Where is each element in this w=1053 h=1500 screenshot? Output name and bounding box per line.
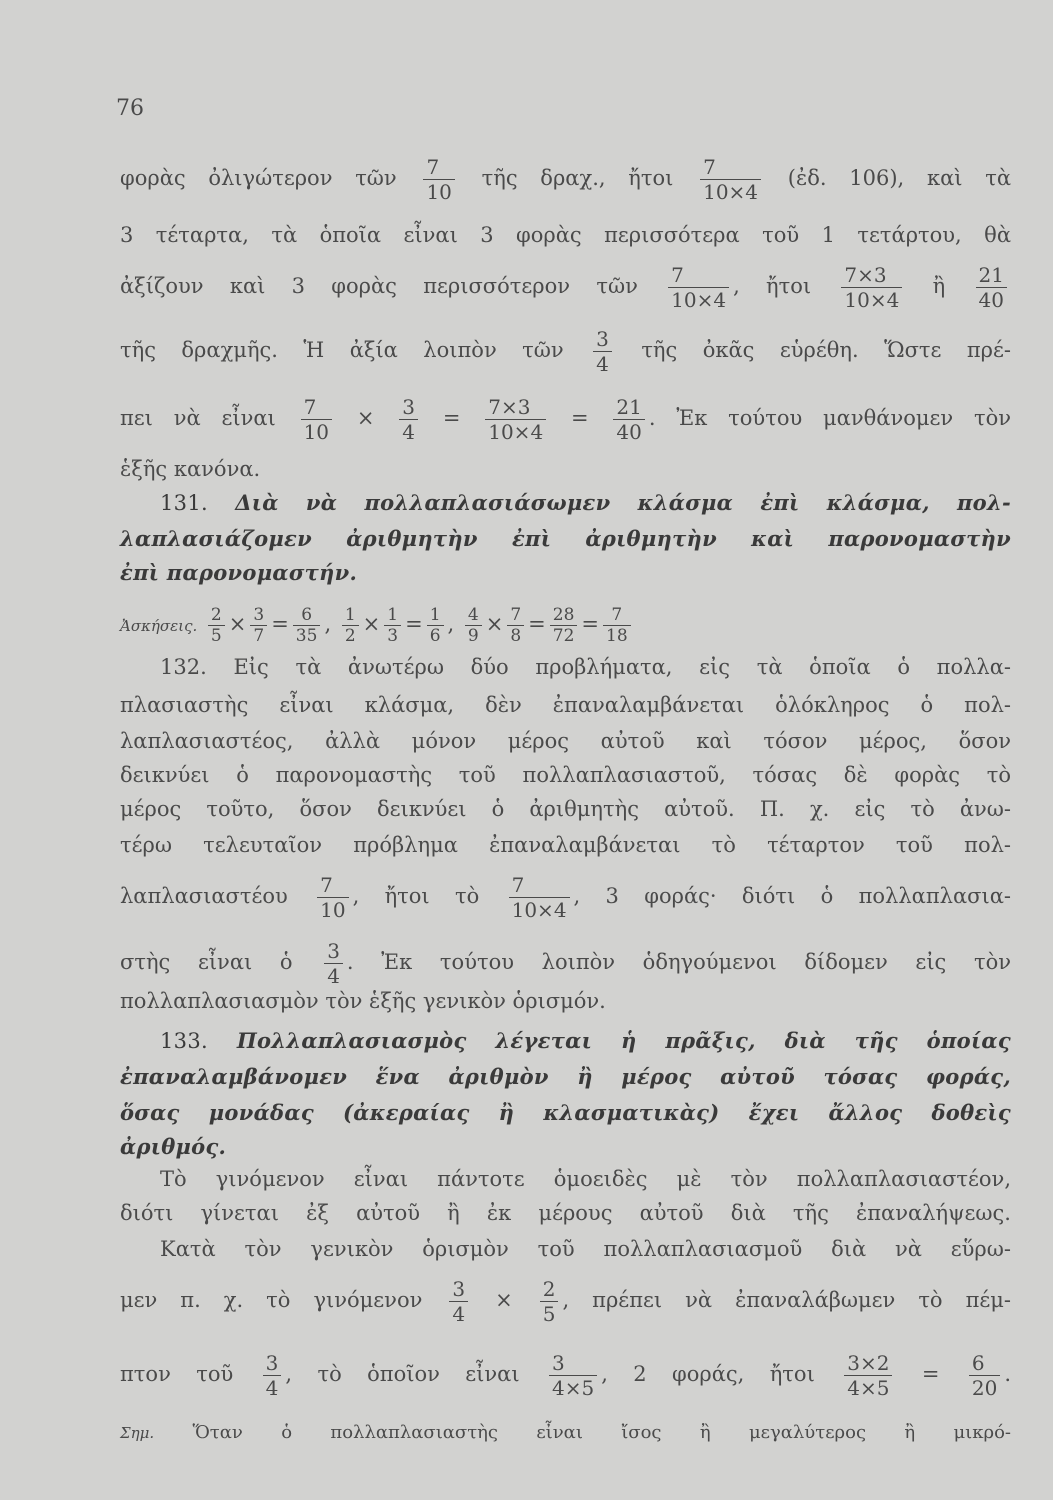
text-span: Διὰ νὰ πολλαπλασιάσωμεν κλάσμα ἐπὶ κλάσμα, πολ- — [235, 490, 1011, 515]
operator: × — [362, 612, 381, 636]
denominator: 18 — [603, 625, 631, 646]
paragraph-134-line-1: Τὸ γινόμενον εἶναι πάντοτε ὁμοειδὲς μὲ τὸν πολλαπλασιαστέον, — [160, 1167, 1011, 1191]
numerator: 2 — [210, 605, 222, 625]
fraction — [263, 1351, 282, 1400]
fraction — [317, 873, 348, 922]
text-span: λαπλασιαστέου — [120, 884, 288, 908]
numerator: 3 — [253, 605, 265, 625]
denominator: 4 — [449, 1301, 468, 1326]
paragraph-132-line-8 — [120, 932, 1011, 992]
fraction — [540, 1277, 559, 1326]
text-span: , 2 φοράς, ἤτοι — [601, 1362, 815, 1386]
fraction — [509, 873, 570, 922]
fraction — [613, 395, 644, 444]
denominator: 8 — [507, 625, 524, 646]
operator: = — [405, 612, 423, 636]
numerator: 6 — [971, 1351, 985, 1375]
punctuation: . — [1004, 1362, 1011, 1386]
paragraph-134-line-5 — [120, 1344, 1011, 1404]
operator: × — [228, 612, 247, 636]
numerator: 3 — [327, 939, 340, 963]
denominator: 10×4 — [509, 897, 570, 922]
text-span: Εἰς τὰ ἀνωτέρω δύο προβλήματα, εἰς τὰ ὁποῖα ὁ πολλα- — [233, 655, 1012, 679]
denominator: 35 — [293, 625, 321, 646]
numerator: 7 — [510, 605, 522, 625]
denominator: 3 — [384, 625, 401, 646]
numerator: 6 — [301, 605, 313, 625]
fraction — [465, 605, 482, 646]
operator: = — [271, 612, 289, 636]
denominator: 5 — [540, 1301, 559, 1326]
text-span: . Ἐκ τούτου λοιπὸν ὁδηγούμενοι δίδομεν εἰς τὸν — [346, 950, 1011, 974]
numerator: 3×2 — [847, 1351, 890, 1375]
paragraph-number: 133. — [160, 1029, 208, 1053]
numerator: 3 — [265, 1351, 279, 1375]
text-span: , 3 φοράς· διότι ὁ πολλαπλασια- — [573, 884, 1011, 908]
operator: = — [528, 612, 546, 636]
fraction — [342, 605, 359, 646]
text-span: στὴς εἶναι ὁ — [120, 950, 293, 974]
denominator: 10×4 — [485, 419, 546, 444]
text-span: , πρέπει νὰ ἐπαναλάβωμεν τὸ πέμ- — [562, 1288, 1012, 1312]
text-span: ἢ — [932, 274, 946, 298]
fraction — [301, 395, 332, 444]
operator: = — [581, 612, 600, 636]
numerator: 7 — [703, 155, 716, 179]
numerator: 7×3 — [844, 263, 887, 287]
exercises-line — [120, 594, 1011, 654]
denominator: 5 — [208, 625, 225, 646]
denominator: 4 — [324, 963, 343, 988]
numerator: 7 — [426, 155, 440, 179]
denominator: 10×4 — [700, 179, 761, 204]
fraction — [976, 263, 1007, 312]
fraction — [593, 327, 612, 376]
paragraph-number: 131. — [160, 491, 208, 515]
numerator: 21 — [978, 263, 1004, 287]
paragraph-132-line-6: τέρω τελευταῖον πρόβλημα ἐπαναλαμβάνεται τὸ τέταρτον τοῦ πολ- — [120, 833, 1011, 857]
paragraph-132-line-1 — [120, 652, 1011, 682]
paragraph-132-line-2: πλασιαστὴς εἶναι κλάσμα, δὲν ἐπαναλαμβάνεται ὁλόκληρος ὁ πολ- — [120, 693, 1011, 717]
text-line-3 — [120, 256, 1011, 316]
denominator: 7 — [250, 625, 267, 646]
page-number: 76 — [116, 96, 144, 121]
denominator: 6 — [427, 625, 444, 646]
paragraph-131-line-3: ἐπὶ παρονομαστήν. — [120, 560, 358, 585]
fraction — [427, 605, 444, 646]
footnote-label: Σημ. — [120, 1424, 155, 1442]
text-line-1 — [120, 148, 1011, 208]
text-line-6: ἑξῆς κανόνα. — [120, 457, 261, 481]
fraction — [485, 395, 546, 444]
paragraph-134-line-2: διότι γίνεται ἐξ αὐτοῦ ἢ ἐκ μέρους αὐτοῦ διὰ τῆς ἐπαναλήψεως. — [120, 1201, 1011, 1225]
paragraph-133-line-2: ἐπαναλαμβάνομεν ἕνα ἀριθμὸν ἢ μέρος αὐτοῦ τόσας φοράς, — [120, 1064, 1011, 1089]
text-span: Πολλαπλασιασμὸς λέγεται ἡ πρᾶξις, διὰ τῆς ὁποίας — [236, 1028, 1011, 1053]
paragraph-133-line-1 — [120, 1026, 1011, 1056]
text-span: , ἤτοι — [733, 274, 812, 298]
denominator: 10 — [423, 179, 454, 204]
punctuation: , — [324, 612, 332, 636]
paragraph-133-line-4: ἀριθμός. — [120, 1134, 227, 1159]
paragraph-134-line-4 — [120, 1270, 1011, 1330]
text-span: (ἐδ. 106), καὶ τὰ — [787, 166, 1011, 190]
paragraph-131-line-2: λαπλασιάζομεν ἀριθμητὴν ἐπὶ ἀριθμητὴν καὶ παρονομαστὴν — [120, 526, 1011, 551]
numerator: 2 — [542, 1277, 556, 1301]
text-span: τῆς ὀκᾶς εὑρέθη. Ὥστε πρέ- — [641, 338, 1011, 362]
paragraph-133-line-3: ὅσας μονάδας (ἀκεραίας ἢ κλασματικὰς) ἔχει ἄλλος δοθεὶς — [120, 1100, 1011, 1125]
denominator: 20 — [969, 1375, 1000, 1400]
text-span: πτον τοῦ — [120, 1362, 234, 1386]
footnote-text: Ὅταν ὁ πολλαπλασιαστὴς εἶναι ἴσος ἢ μεγαλύτερος ἢ μικρό- — [192, 1422, 1011, 1443]
numerator: 7 — [671, 263, 684, 287]
text-span: , τὸ ὁποῖον εἶναι — [285, 1362, 520, 1386]
exercises-label: Ἀσκήσεις. — [120, 617, 198, 635]
numerator: 3 — [551, 1351, 565, 1375]
text-span: . Ἐκ τούτου μανθάνομεν τὸν — [648, 406, 1011, 430]
fraction — [324, 939, 343, 988]
text-span: τῆς δραχμῆς. Ἡ ἀξία λοιπὸν τῶν — [120, 338, 564, 362]
numerator: 7×3 — [488, 395, 531, 419]
text-line-4 — [120, 320, 1011, 380]
numerator: 7 — [511, 873, 525, 897]
numerator: 3 — [402, 395, 415, 419]
punctuation: , — [447, 612, 455, 636]
footnote-line — [120, 1418, 1011, 1448]
fraction — [549, 1351, 597, 1400]
denominator: 4 — [263, 1375, 282, 1400]
denominator: 40 — [976, 287, 1007, 312]
text-span: φορὰς ὀλιγώτερον τῶν — [120, 166, 397, 190]
paragraph-132-line-3: λαπλασιαστέος, ἀλλὰ μόνον μέρος αὐτοῦ καὶ τόσον μέρος, ὅσον — [120, 729, 1011, 753]
paragraph-132-line-5: μέρος τοῦτο, ὅσον δεικνύει ὁ ἀριθμητὴς αὐτοῦ. Π. χ. εἰς τὸ ἀνω- — [120, 797, 1011, 821]
denominator: 10 — [301, 419, 332, 444]
fraction — [841, 263, 902, 312]
text-span: ἀξίζουν καὶ 3 φορὰς περισσότερον τῶν — [120, 274, 638, 298]
denominator: 10×4 — [668, 287, 729, 312]
paragraph-132-line-4: δεικνύει ὁ παρονομαστὴς τοῦ πολλαπλασιαστοῦ, τόσας δὲ φορὰς τὸ — [120, 763, 1011, 787]
numerator: 3 — [596, 327, 609, 351]
operator: = — [570, 406, 589, 430]
text-span: μεν π. χ. τὸ γινόμενον — [120, 1288, 423, 1312]
numerator: 1 — [387, 605, 399, 625]
denominator: 4×5 — [549, 1375, 597, 1400]
numerator: 1 — [429, 605, 441, 625]
paragraph-134-line-3: Κατὰ τὸν γενικὸν ὁρισμὸν τοῦ πολλαπλασιασμοῦ διὰ νὰ εὕρω- — [160, 1237, 1011, 1261]
denominator: 9 — [465, 625, 482, 646]
fraction — [423, 155, 454, 204]
denominator: 4×5 — [844, 1375, 892, 1400]
fraction — [293, 605, 321, 646]
denominator: 4 — [399, 419, 418, 444]
operator: × — [495, 1288, 513, 1312]
text-span: τῆς δραχ., ἤτοι — [481, 166, 674, 190]
numerator: 4 — [467, 605, 479, 625]
numerator: 7 — [303, 395, 317, 419]
fraction — [507, 605, 524, 646]
operator: × — [356, 406, 375, 430]
denominator: 40 — [613, 419, 644, 444]
fraction — [208, 605, 225, 646]
denominator: 4 — [593, 351, 612, 376]
fraction — [250, 605, 267, 646]
fraction — [700, 155, 761, 204]
numerator: 1 — [344, 605, 356, 625]
text-line-2: 3 τέταρτα, τὰ ὁποῖα εἶναι 3 φορὰς περισσότερα τοῦ 1 τετάρτου, θὰ — [120, 223, 1011, 247]
paragraph-132-line-9: πολλαπλασιασμὸν τὸν ἑξῆς γενικὸν ὁρισμόν. — [120, 989, 606, 1013]
paragraph-number: 132. — [160, 655, 207, 679]
paragraph-132-line-7 — [120, 866, 1011, 926]
denominator: 10×4 — [841, 287, 902, 312]
numerator: 7 — [320, 873, 333, 897]
fraction — [550, 605, 578, 646]
fraction — [969, 1351, 1000, 1400]
text-span: , ἤτοι τὸ — [352, 884, 480, 908]
denominator: 2 — [342, 625, 359, 646]
fraction — [449, 1277, 468, 1326]
fraction — [384, 605, 401, 646]
fraction — [399, 395, 418, 444]
numerator: 7 — [611, 605, 623, 625]
operator: = — [442, 406, 461, 430]
numerator: 3 — [452, 1277, 466, 1301]
text-span: πει νὰ εἶναι — [120, 406, 276, 430]
numerator: 21 — [616, 395, 642, 419]
numerator: 28 — [552, 605, 575, 625]
fraction — [844, 1351, 892, 1400]
text-line-5 — [120, 388, 1011, 448]
denominator: 10 — [317, 897, 348, 922]
fraction — [603, 605, 631, 646]
denominator: 72 — [550, 625, 578, 646]
operator: × — [485, 612, 504, 636]
paragraph-131-line-1 — [120, 488, 1011, 518]
fraction — [668, 263, 729, 312]
operator: = — [921, 1362, 940, 1386]
